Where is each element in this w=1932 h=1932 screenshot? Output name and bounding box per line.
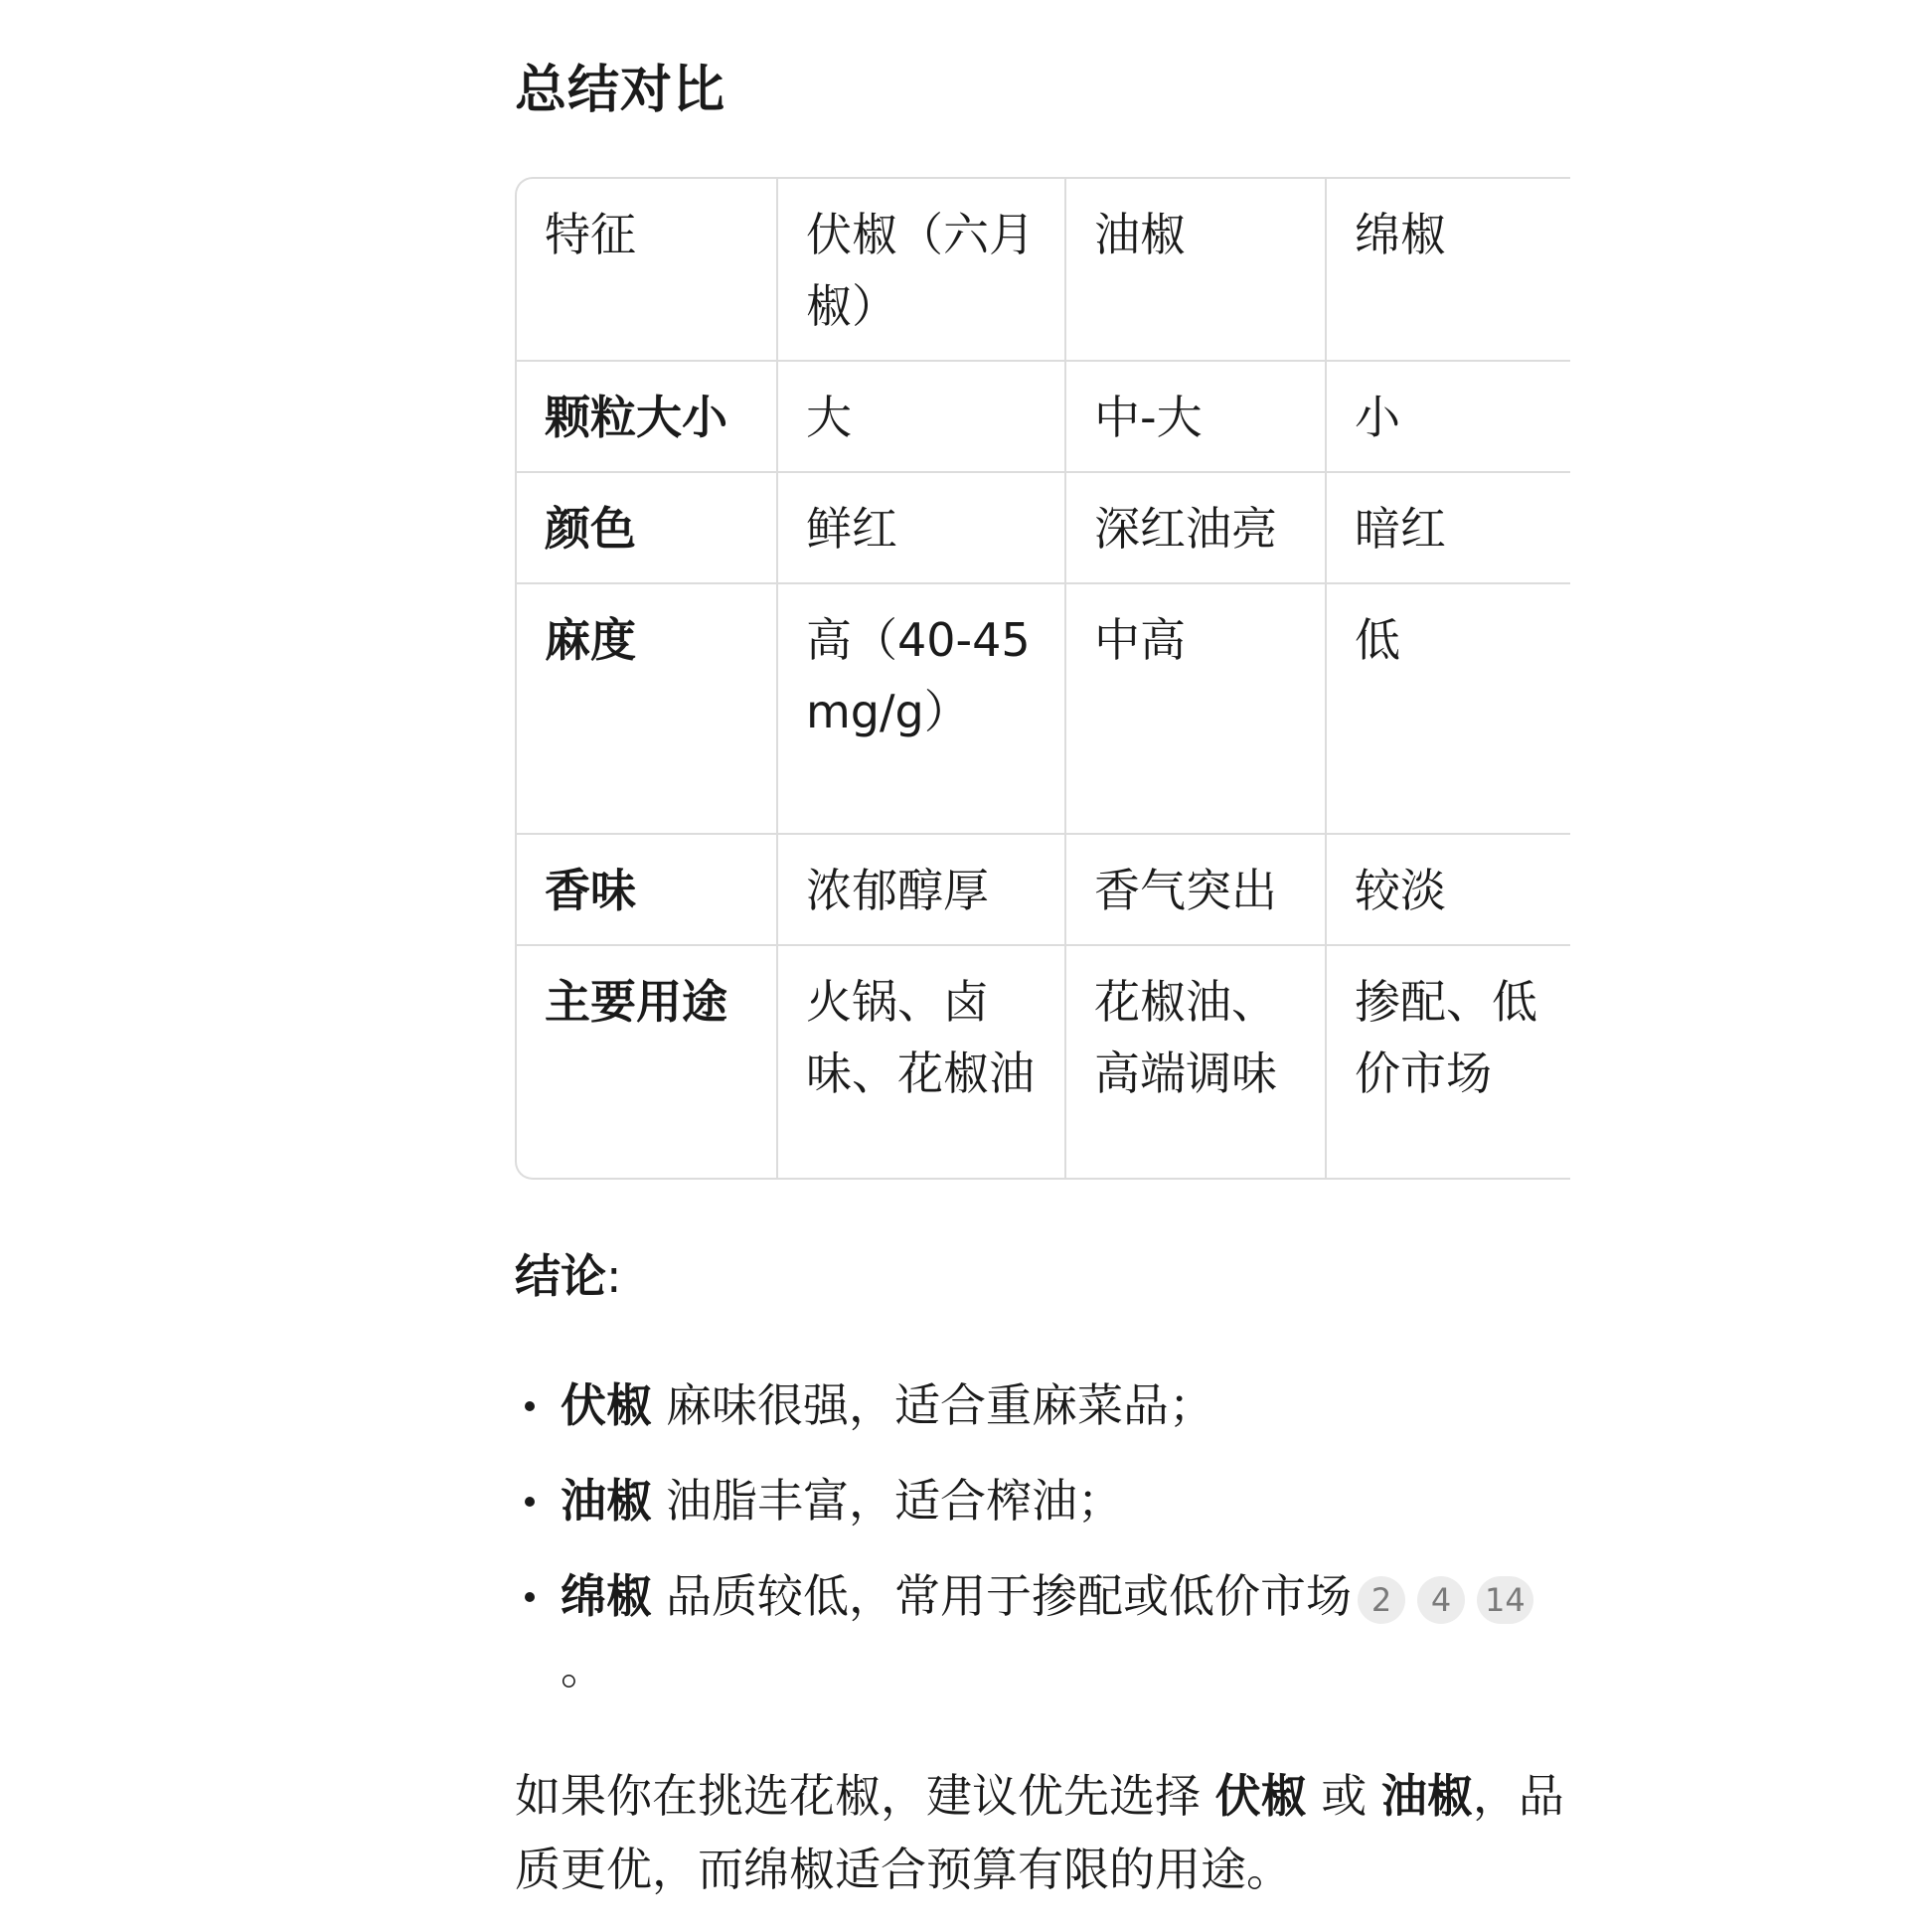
comparison-table <box>515 177 1570 1180</box>
recommendation-text: ，品质更优，而绵椒适合预算有限的用途。 <box>515 1769 1564 1896</box>
table-header-cell: 绵椒 <box>1326 179 1570 361</box>
recommendation-term: 伏椒 <box>1214 1769 1307 1823</box>
table-cell: 高（40-45mg/g） <box>777 583 1065 834</box>
table-cell: 香气突出 <box>1065 834 1326 945</box>
bullet-icon <box>525 1401 535 1411</box>
recommendation-text: 或 <box>1306 1769 1381 1823</box>
list-item-term: 伏椒 <box>561 1378 652 1432</box>
table-cell: 中-大 <box>1065 361 1326 472</box>
table-row-label: 麻度 <box>517 583 777 834</box>
table-header-cell: 特征 <box>517 179 777 361</box>
table-cell: 浓郁醇厚 <box>777 834 1065 945</box>
table-cell: 大 <box>777 361 1065 472</box>
recommendation-text: 如果你在挑选花椒，建议优先选择 <box>515 1769 1215 1823</box>
list-item-text: 麻味很强，适合重麻菜品； <box>666 1378 1214 1432</box>
table-row <box>517 472 1570 583</box>
bullet-icon <box>525 1497 535 1507</box>
conclusion-colon: : <box>606 1249 622 1303</box>
table-row <box>517 583 1570 834</box>
table-header-row <box>517 179 1570 361</box>
table-cell: 掺配、低价市场 <box>1355 975 1537 1100</box>
list-item-term: 油椒 <box>561 1474 652 1528</box>
recommendation-paragraph <box>515 1759 1568 1906</box>
conclusion-label-text: 结论 <box>515 1249 606 1303</box>
table-cell: 鲜红 <box>777 472 1065 583</box>
citation-badge[interactable]: 4 <box>1417 1576 1465 1624</box>
table-row-label: 颗粒大小 <box>517 361 777 472</box>
table-header-cell: 伏椒（六月椒） <box>777 179 1065 361</box>
table-cell: 花椒油、高端调味 <box>1065 945 1326 1180</box>
list-item <box>515 1369 1568 1441</box>
list-item-text: 油脂丰富，适合榨油； <box>666 1474 1123 1528</box>
list-item <box>515 1465 1568 1536</box>
conclusion-list <box>515 1369 1568 1727</box>
list-item-end: 。 <box>561 1641 606 1694</box>
table-cell: 中高 <box>1065 583 1326 834</box>
table-cell: 低 <box>1326 583 1570 834</box>
citation-badge[interactable]: 14 <box>1477 1576 1533 1624</box>
citation-badge[interactable]: 2 <box>1358 1576 1405 1624</box>
table-row <box>517 834 1570 945</box>
table-cell: 小 <box>1326 361 1570 472</box>
table-row <box>517 361 1570 472</box>
list-item <box>515 1560 1568 1703</box>
list-item-text: 品质较低，常用于掺配或低价市场 <box>666 1569 1352 1623</box>
conclusion-label <box>515 1240 622 1306</box>
table-cell: 深红油亮 <box>1065 472 1326 583</box>
table-cell: 较淡 <box>1326 834 1570 945</box>
bullet-icon <box>525 1592 535 1602</box>
table-header-cell: 油椒 <box>1065 179 1326 361</box>
table-row-label: 颜色 <box>517 472 777 583</box>
table-row-label: 香味 <box>517 834 777 945</box>
table-cell: 火锅、卤味、花椒油 <box>777 945 1065 1180</box>
list-item-term: 绵椒 <box>561 1569 652 1623</box>
section-title: 总结对比 <box>515 61 726 120</box>
table-row-label: 主要用途 <box>517 945 777 1180</box>
table-cell: 暗红 <box>1326 472 1570 583</box>
recommendation-term: 油椒 <box>1380 1769 1473 1823</box>
table-row <box>517 945 1570 1180</box>
